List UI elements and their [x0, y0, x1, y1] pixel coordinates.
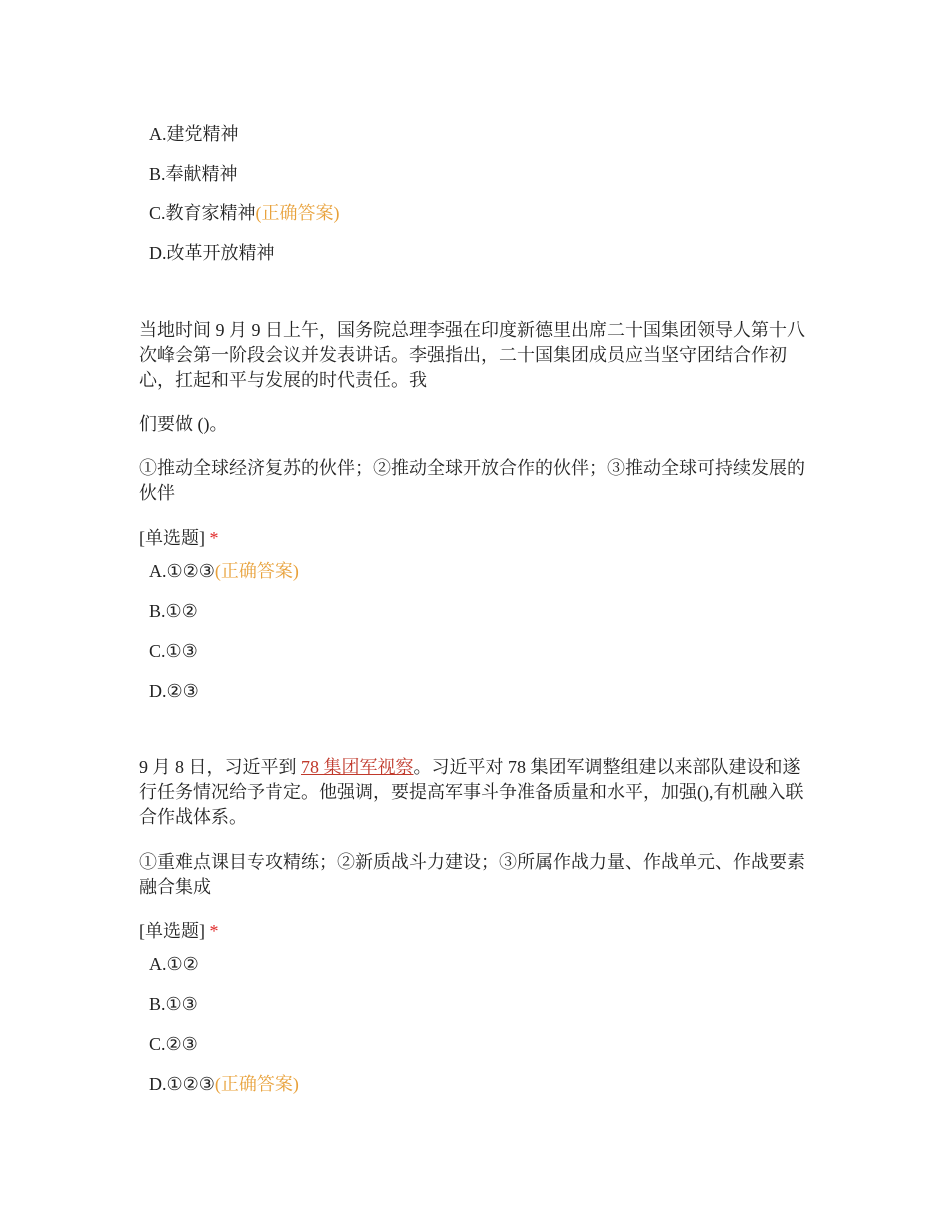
- q3-statements: ①重难点课目专攻精练；②新质战斗力建设；③所属作战力量、作战单元、作战要素融合集成: [139, 852, 805, 897]
- q3-question-text: [139, 755, 815, 830]
- option-label: B.①③: [149, 994, 198, 1014]
- q1-option-b[interactable]: [149, 162, 238, 186]
- option-label: A.①②③: [149, 561, 215, 581]
- q2-type-label: [139, 526, 815, 551]
- q3-type-label: [139, 919, 815, 944]
- q2-question-text-continued: 们要做 ()。: [139, 414, 228, 434]
- correct-answer-tag: (正确答案): [255, 203, 340, 223]
- option-label: C.教育家精神: [149, 203, 256, 223]
- army-inspection-link[interactable]: 78 集团军视察: [301, 757, 414, 777]
- q2-statements: ①推动全球经济复苏的伙伴；②推动全球开放合作的伙伴；③推动全球可持续发展的伙伴: [139, 458, 805, 503]
- option-label: A.①②: [149, 954, 199, 974]
- q3-option-c[interactable]: [149, 1032, 198, 1056]
- q1-option-a[interactable]: [149, 122, 239, 146]
- correct-answer-tag: (正确答案): [214, 561, 299, 581]
- q3-option-d[interactable]: [149, 1072, 299, 1096]
- q1-option-c[interactable]: [149, 201, 340, 225]
- q3-option-b[interactable]: [149, 992, 198, 1016]
- question-type: [单选题]: [139, 921, 205, 941]
- correct-answer-tag: (正确答案): [214, 1074, 299, 1094]
- q2-option-d[interactable]: [149, 679, 199, 703]
- q3-option-a[interactable]: [149, 952, 199, 976]
- option-label: D.①②③: [149, 1074, 215, 1094]
- q3-text-after-link: 。习近平对 78 集团军调整组建以来部队建设和遂行任务情况给予肯定。他强调，要提高军事斗争准备质量和水平，加强(),有机融入联合作战体系。: [139, 757, 804, 827]
- required-mark: *: [209, 921, 219, 941]
- option-label: C.①③: [149, 641, 198, 661]
- q2-option-c[interactable]: [149, 639, 198, 663]
- option-label: C.②③: [149, 1034, 198, 1054]
- q2-option-b[interactable]: [149, 599, 198, 623]
- option-label: D.改革开放精神: [149, 243, 275, 263]
- q2-option-a[interactable]: [149, 559, 299, 583]
- q2-question-text: 当地时间 9 月 9 日上午，国务院总理李强在印度新德里出席二十国集团领导人第十八次峰会第一阶段会议并发表讲话。李强指出，二十国集团成员应当坚守团结合作初心，扛起和平与发展的时代责任。我: [139, 320, 805, 390]
- option-label: D.②③: [149, 681, 199, 701]
- option-label: B.奉献精神: [149, 164, 238, 184]
- question-type: [单选题]: [139, 528, 205, 548]
- option-label: B.①②: [149, 601, 198, 621]
- q1-option-d[interactable]: [149, 241, 275, 265]
- required-mark: *: [209, 528, 219, 548]
- option-label: A.建党精神: [149, 124, 239, 144]
- q3-text-before-link: 9 月 8 日，习近平到: [139, 757, 301, 777]
